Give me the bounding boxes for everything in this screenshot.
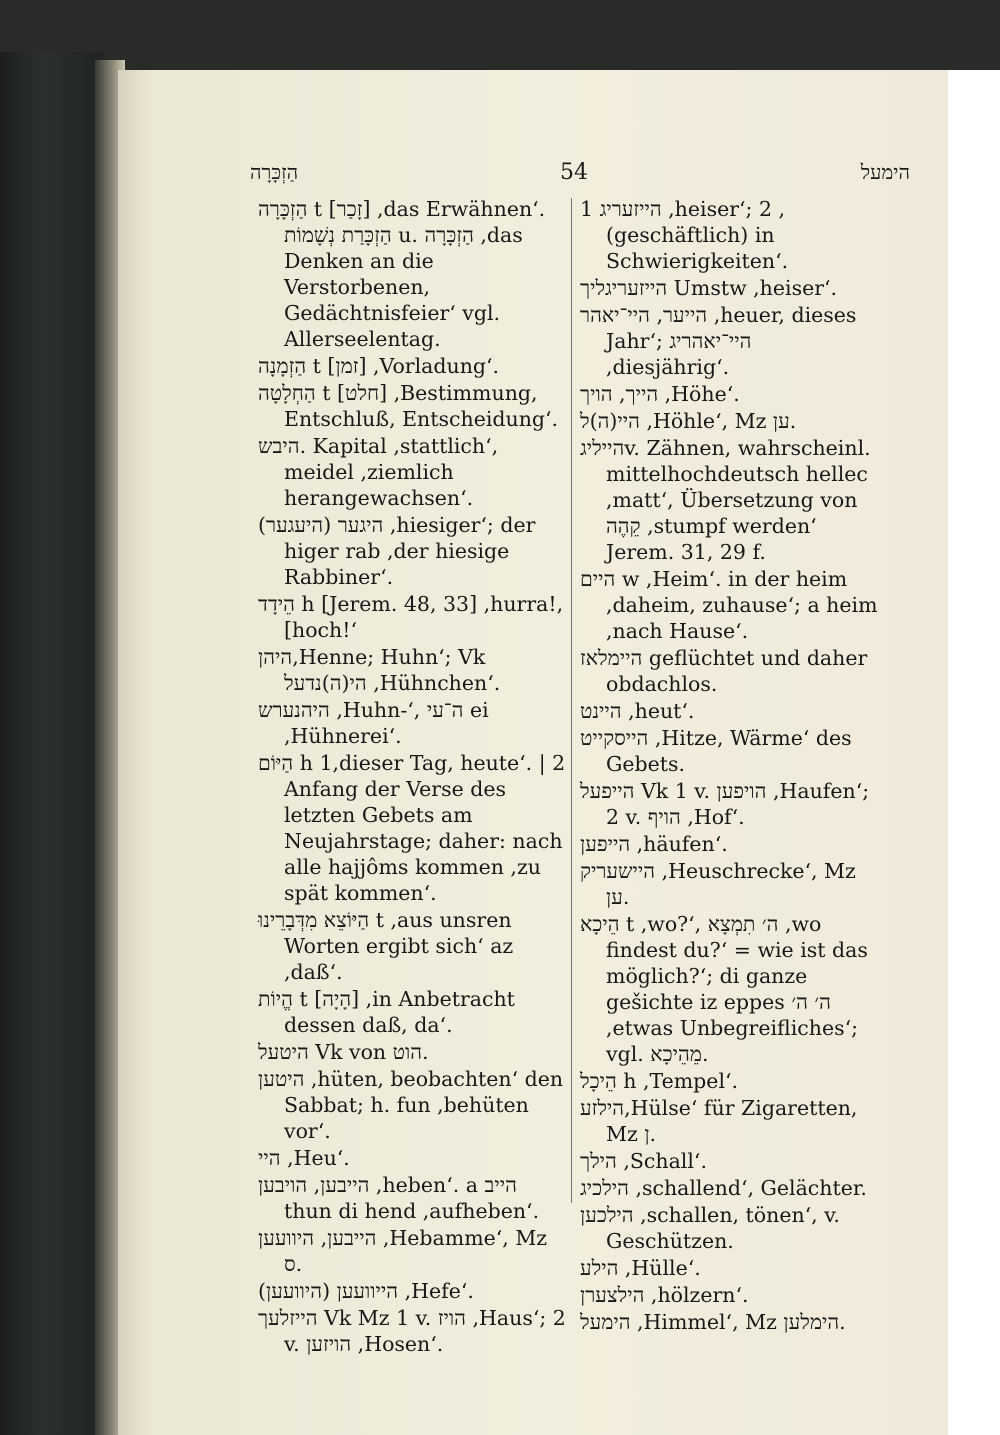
dictionary-entry: היטעל Vk von הוט. — [258, 1040, 429, 1064]
dictionary-entry: היי(ה)ל ,Höhle‘, Mz ען. — [580, 409, 797, 433]
dictionary-entry: היים w ,Heim‘. in der heim ,daheim, zuhause‘; a heim ,nach Hause‘. — [580, 567, 878, 643]
dictionary-entry: הייוועען (היוועען) ,Hefe‘. — [258, 1279, 474, 1303]
dictionary-entry: הֵיכָא t ,wo?‘, ה׳ תִמְצָא ,wo findest du?‘ = wie ist das möglich?‘; di ganze gešichte iz eppes ה׳ ה׳ ,etwas Unbegreifliches‘; vgl. מֵהֵיכָא. — [580, 912, 868, 1066]
dictionary-entry: היטען ,hüten, beobachten‘ den Sabbat; h. fun ,behüten vor‘. — [258, 1067, 564, 1143]
dictionary-entry: הַזְכָּרָה t [זָכַר] ,das Erwähnen‘. הַזְכָּרַת נְשָׁמוֹת u. הַזְכָּרָה ,das Denken an die Verstorbenen, Gedächtnisfeier‘ vgl. Allerseelentag. — [258, 197, 546, 351]
right-column — [580, 196, 880, 1336]
book-cover-edge — [0, 52, 105, 1435]
dictionary-entry: הייער, היי־יאהר ,heuer, dieses Jahr‘; היי־יאהריג ,diesjährig‘. — [580, 303, 857, 379]
dictionary-entry: היינט ,heut‘. — [580, 699, 695, 723]
dictionary-entry: הייפען ,häufen‘. — [580, 832, 728, 856]
dictionary-entry: הייליגv. Zähnen, wahrscheinl. mittelhochdeutsch hellec ,matt‘, Übersetzung von קֵהֶה ,stumpf werden‘ Jerem. 31, 29 f. — [580, 436, 871, 564]
dictionary-entry: הַיּוֹם h 1,dieser Tag, heute‘. | 2 Anfang der Verse des letzten Gebets am Neujahrstage; daher: nach alle hajjôms kommen ,zu spät kommen‘. — [258, 751, 566, 905]
running-head-left: הַזְכָּרָה — [250, 160, 299, 184]
dictionary-entry: הילצערן ,hölzern‘. — [580, 1283, 749, 1307]
dictionary-entry: היבש. Kapital ,stattlich‘, meidel ,ziemlich herangewachsen‘. — [258, 434, 499, 510]
dictionary-entry: הייזעריג 1 ,heiser‘; 2 ,(geschäftlich) in Schwierigkeiten‘. — [580, 197, 789, 273]
dictionary-entry: הַיּוֹצֵא מִדְּבָרֵינוּ t ,aus unsren Worten ergibt sich‘ az ,daß‘. — [258, 908, 514, 984]
dictionary-entry: הַזְמָנָה t [זמן] ,Vorladung‘. — [258, 354, 500, 378]
dictionary-entry: הֱיוֹת t [הָיָה] ,in Anbetracht dessen daß, da‘. — [258, 987, 515, 1037]
dictionary-entry: הייזלעך Vk Mz 1 v. הויז ,Haus‘; 2 v. הויזען ,Hosen‘. — [258, 1306, 566, 1356]
dictionary-entry: הֵיכָל h ,Tempel‘. — [580, 1069, 739, 1093]
dictionary-entry: הילכיג ,schallend‘, Gelächter. — [580, 1176, 867, 1200]
dictionary-entry: הייך, הויך ,Höhe‘. — [580, 382, 740, 406]
dictionary-entry: היימלאז geflüchtet und daher obdachlos. — [580, 646, 868, 696]
dictionary-entry: הילכען ,schallen, tönen‘, v. Geschützen. — [580, 1203, 840, 1253]
dictionary-entry: הייסקייט ,Hitze, Wärme‘ des Gebets. — [580, 726, 852, 776]
dictionary-entry: הילזע,Hülse‘ für Zigaretten, Mz ן. — [580, 1096, 858, 1146]
dictionary-entry: הייפעל Vk 1 v. הויפען ,Haufen‘; 2 v. הויף ,Hof‘. — [580, 779, 870, 829]
page-margin-white — [948, 70, 1000, 1435]
running-head-right: הימעל — [860, 160, 910, 184]
column-divider — [571, 198, 572, 1203]
left-column — [258, 196, 568, 1358]
dictionary-entry: היגער (היעגער) ,hiesiger‘; der higer rab ,der hiesige Rabbiner‘. — [258, 513, 536, 589]
page-number: 54 — [560, 160, 588, 185]
running-head — [250, 150, 910, 190]
dictionary-entry: היהן,Henne; Huhn‘; Vk הי(ה)נדעל ,Hühnchen‘. — [258, 645, 501, 695]
dictionary-entry: הייזעריגליך Umstw ,heiser‘. — [580, 276, 838, 300]
dictionary-entry: היישעריק ,Heuschrecke‘, Mz ען. — [580, 859, 856, 909]
dictionary-entry: הימעל ,Himmel‘, Mz הימלען. — [580, 1310, 846, 1334]
dictionary-entry: הילע ,Hülle‘. — [580, 1256, 701, 1280]
dictionary-entry: הייבען, הויבען ,heben‘. a הייב thun di hend ,aufheben‘. — [258, 1173, 540, 1223]
dictionary-entry: הַחְלָטָה t [חלט] ,Bestimmung, Entschluß, Entscheidung‘. — [258, 381, 559, 431]
dictionary-entry: הילך ,Schall‘. — [580, 1149, 707, 1173]
dictionary-entry: הייבען, היוועען ,Hebamme‘, Mz ס. — [258, 1226, 548, 1276]
dictionary-entry: היי ,Heu‘. — [258, 1146, 350, 1170]
dictionary-entry: הֵידָד h [Jerem. 48, 33] ,hurra!, [hoch!‘ — [258, 592, 564, 642]
dictionary-entry: היהנערש ,Huhn-‘, ה־עי ei ,Hühnerei‘. — [258, 698, 489, 748]
